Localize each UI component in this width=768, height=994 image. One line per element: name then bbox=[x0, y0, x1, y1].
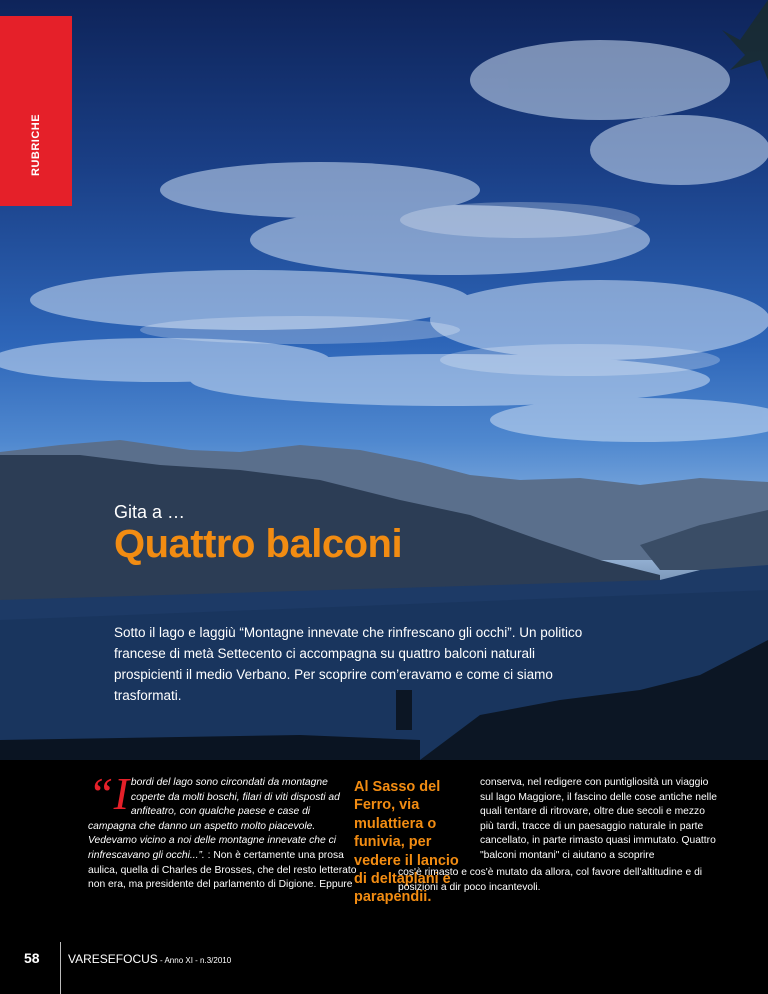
footer-masthead bbox=[68, 952, 231, 966]
quote-mark: “ bbox=[88, 768, 114, 819]
body-text-left: : Non è certamente una prosa aulica, quella di Charles de Brosses, che del resto letterato non era, ma presidente del parlamento di Digione. Eppure bbox=[88, 849, 357, 891]
body-column-right: conserva, nel redigere con puntigliosità un viaggio sul lago Maggiore, il fascino delle cose antiche nelle quali tentare di ritrovare, oltre due secoli e mezzo più tardi, tracce di un paesaggio naturale in parte cancellato, in parte rimasto quasi immutato. Quattro "balconi montani" ci aiutano a scoprire bbox=[480, 777, 717, 861]
quoted-text: bordi del lago sono circondati da montagne coperte da molti boschi, filari di viti disposti ad anfiteatro, con qualche paese e case di campagna che danno un aspetto molto piacevole. Vedevamo vicino a noi delle montagne innevate che ci rinfrescavano gli occhi...”. bbox=[88, 777, 340, 861]
article-kicker: Gita a … bbox=[114, 502, 186, 522]
section-tab bbox=[0, 16, 72, 206]
magazine-name: VARESEFOCUS bbox=[68, 952, 158, 966]
article-title: Quattro balconi bbox=[114, 522, 403, 566]
section-label: RUBRICHE bbox=[30, 113, 42, 176]
article-intro: Sotto il lago e laggiù “Montagne innevate che rinfrescano gli occhi”. Un politico francese di metà Settecento ci accompagna su quattro balconi naturali prospicienti il medio Verbano. Per scoprire com’eravamo e come ci siamo trasformati. bbox=[114, 625, 583, 703]
footer-divider bbox=[60, 942, 61, 994]
issue-info: Anno XI - n.3/2010 bbox=[164, 956, 232, 965]
drop-cap-letter: I bbox=[113, 768, 129, 819]
drop-cap bbox=[88, 768, 129, 819]
footer-separator: - bbox=[157, 956, 165, 965]
pull-quote: Al Sasso del Ferro, via mulattiera o funivia, per vedere il lancio di deltaplani e parapendii. bbox=[354, 779, 459, 906]
page-number: 58 bbox=[24, 950, 40, 966]
clouds bbox=[0, 40, 768, 442]
body-column-left bbox=[88, 768, 358, 893]
body-column-continued: cos'è rimasto e cos'è mutato da allora, col favore dell'altitudine e di posizioni a dir poco incantevoli. bbox=[398, 867, 703, 893]
